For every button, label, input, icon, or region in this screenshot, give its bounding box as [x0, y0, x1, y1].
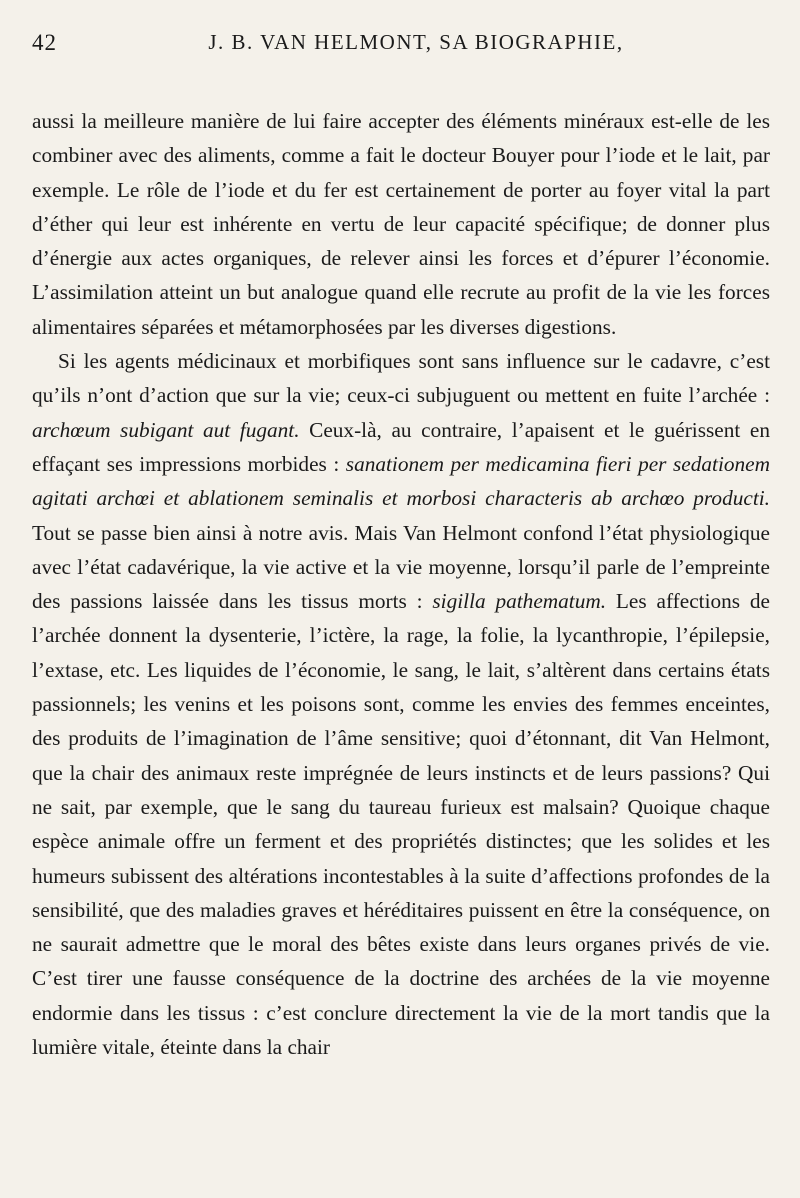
text-segment: Si les agents médicinaux et morbifiques sont sans influence sur le cadavre, c’est qu’ils n’ont d’action que sur la vie; ceux-ci subjuguent ou mettent en fuite l’archée : [32, 349, 770, 408]
text-segment: Les affections de l’archée donnent la dysenterie, l’ictère, la rage, la folie, la lycanthropie, l’épilepsie, l’extase, etc. Les liquides de l’économie, le sang, le lait, s’altèrent dans certains états passionnels; les venins et les poisons sont, comme les envies des femmes enceintes, des produits de l’imagination de l’âme sensitive; quoi d’étonnant, dit Van Helmont, que la chair des animaux reste imprégnée de leurs instincts et de leurs passions? Qui ne sait, par exemple, que le sang du taureau furieux est malsain? Quoique chaque espèce animale offre un ferment et des propriétés distinctes; que les solides et les humeurs subissent des altérations incontestables à la suite d’affections profondes de la sensibilité, que des maladies graves et héréditaires puissent en être la conséquence, on ne saurait admettre que le moral des bêtes existe dans leurs organes privés de vie. C’est tirer une fausse conséquence de la doctrine des archées de la vie moyenne endormie dans les tissus : c’est conclure directement la vie de la mort tandis que la lumière vitale, éteinte dans la chair [32, 589, 770, 1060]
latin-quote: archœum subigant aut fugant. [32, 417, 300, 442]
paragraph-1 [32, 104, 770, 344]
text-segment: Tout se passe bien ainsi à notre avis. Mais Van Helmont confond l’état physiologique avec l’état cadavérique, la vie active et la vie moyenne, lorsqu’il parle de l’empreinte des passions laissée dans les tissus morts : [32, 520, 770, 614]
page-number: 42 [32, 30, 57, 55]
text-segment: aussi la meilleure manière de lui faire accepter des éléments minéraux est-elle de les combiner avec des aliments, comme a fait le docteur Bouyer pour l’iode et le lait, par exemple. Le rôle de l’iode et du fer est certainement de porter au foyer vital la part d’éther qui leur est inhérente en vertu de leur capacité spécifique; de donner plus d’énergie aux actes organiques, de relever ainsi les forces et d’épurer l’économie. L’assimilation atteint un but analogue quand elle recrute au profit de la vie les forces alimentaires séparées et métamorphosées par les diverses digestions. [32, 109, 770, 339]
body-text [32, 104, 770, 1064]
running-head [32, 26, 770, 66]
latin-quote: sanationem per medicamina fieri per sedationem agitati archœi et ablationem seminalis et morbosi characteris ab archœo producti. [32, 451, 770, 511]
paragraph-2 [32, 344, 770, 1064]
latin-quote: sigilla pathematum. [432, 589, 607, 614]
text-segment: Ceux-là, au contraire, l’apaisent et le guérissent en effaçant ses impressions morbides : [32, 417, 770, 476]
running-title: J. B. VAN HELMONT, SA BIOGRAPHIE, [208, 30, 624, 54]
